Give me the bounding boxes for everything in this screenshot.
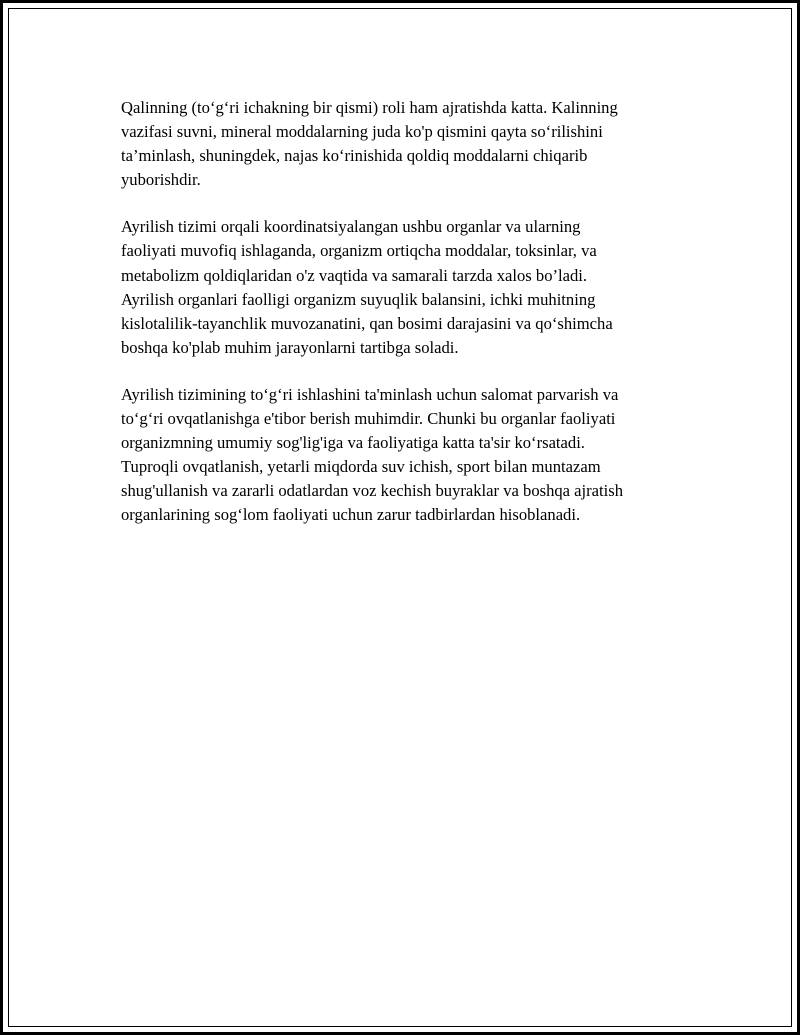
- paragraph-line: Ayrilish tizimining to‘g‘ri ishlashini ta'minlash uchun salomat parvarish va: [121, 384, 619, 404]
- paragraph-line: yuborishdir.: [121, 170, 201, 190]
- paragraph-line: faoliyati muvofiq ishlaganda, organizm ortiqcha moddalar, toksinlar, va: [121, 241, 597, 261]
- paragraph-line: ta’minlash, shuningdek, najas ko‘rinishida qoldiq moddalarni chiqarib: [121, 146, 588, 166]
- paragraph-line: Tuproqli ovqatlanish, yetarli miqdorda suv ichish, sport bilan muntazam: [121, 457, 601, 477]
- document-body: [121, 96, 691, 551]
- paragraph-line: vazifasi suvni, mineral moddalarning juda ko'p qismini qayta so‘rilishini: [121, 122, 603, 142]
- paragraph-3: [121, 383, 691, 528]
- paragraph-line: organlarining sog‘lom faoliyati uchun zarur tadbirlardan hisoblanadi.: [121, 505, 581, 525]
- paragraph-2: [121, 215, 691, 360]
- paragraph-line: Qalinning (to‘g‘ri ichakning bir qismi) roli ham ajratishda katta. Kalinning: [121, 98, 618, 117]
- paragraph-1: [121, 96, 691, 192]
- paragraph-line: metabolizm qoldiqlaridan o'z vaqtida va samarali tarzda xalos bo’ladi.: [121, 265, 588, 285]
- paragraph-line: shug'ullanish va zararli odatlardan voz kechish buyraklar va boshqa ajratish: [121, 481, 624, 501]
- paragraph-line: to‘g‘ri ovqatlanishga e'tibor berish muhimdir. Chunki bu organlar faoliyati: [121, 409, 616, 429]
- paragraph-line: kislotalilik-tayanchlik muvozanatini, qan bosimi darajasini va qo‘shimcha: [121, 313, 613, 333]
- paragraph-line: Ayrilish organlari faolligi organizm suyuqlik balansini, ichki muhitning: [121, 289, 596, 309]
- paragraph-line: Ayrilish tizimi orqali koordinatsiyalangan ushbu organlar va ularning: [121, 217, 581, 237]
- paragraph-line: organizmning umumiy sog'lig'iga va faoliyatiga katta ta'sir ko‘rsatadi.: [121, 433, 585, 453]
- paragraph-line: boshqa ko'plab muhim jarayonlarni tartibga soladi.: [121, 337, 459, 357]
